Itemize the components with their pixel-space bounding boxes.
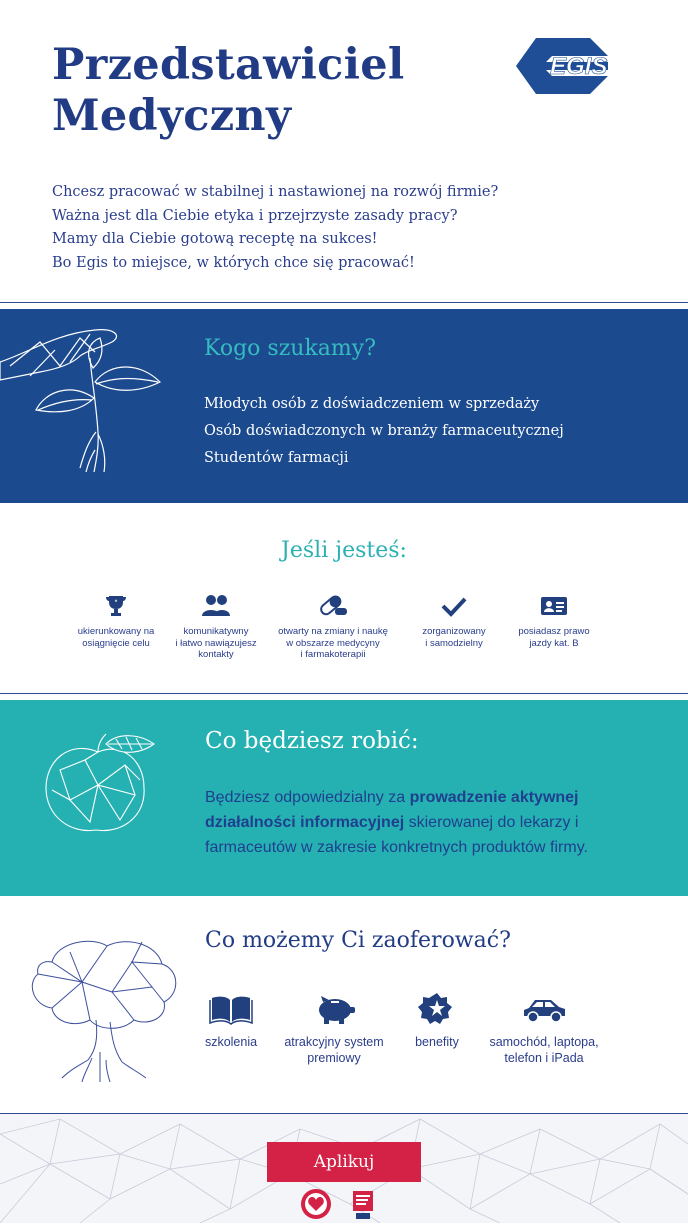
offer-label: samochód, laptopa, telefon i iPada	[489, 1035, 599, 1065]
if-you-are-title: Jeśli jesteś:	[281, 538, 407, 563]
hand-plant-icon	[0, 322, 180, 492]
what-you-will-do-title: Co będziesz robić:	[205, 728, 419, 754]
offer-label: szkolenia	[204, 1035, 258, 1049]
who-we-seek-title: Kogo szukamy?	[204, 336, 376, 361]
book-icon	[208, 992, 254, 1026]
egis-logo[interactable]	[512, 34, 634, 98]
offer-car-laptop-phone	[474, 992, 614, 1066]
logo-text: EGIS	[550, 53, 608, 80]
what-we-offer-title: Co możemy Ci zaoferować?	[205, 928, 511, 953]
title-line-1: Przedstawiciel	[52, 40, 405, 90]
trait-driving-license	[499, 592, 609, 649]
apple-icon	[40, 730, 165, 840]
great-place-to-work-badge[interactable]	[352, 1188, 374, 1222]
i-love-my-work-badge[interactable]	[300, 1188, 332, 1220]
intro-line: Ważna jest dla Ciebie etyka i przejrzyste zasady pracy?	[52, 207, 458, 224]
list-item: Młodych osób z doświadczeniem w sprzedaży	[204, 396, 540, 412]
divider	[0, 693, 688, 694]
trait-label: otwarty na zmiany i naukę w obszarze medycyny i farmakoterapii	[278, 626, 388, 660]
intro-line: Mamy dla Ciebie gotową receptę na sukces!	[52, 231, 378, 247]
page-title	[52, 40, 405, 142]
list-item: Osób doświadczonych w branży farmaceutycznej	[204, 423, 564, 439]
id-card-icon	[539, 592, 569, 620]
apply-button[interactable]: Aplikuj	[267, 1142, 421, 1182]
star-badge-icon	[414, 992, 460, 1026]
divider	[0, 1113, 688, 1114]
piggy-bank-icon	[311, 992, 357, 1026]
trait-goal-oriented	[61, 592, 171, 649]
trait-label: ukierunkowany na osiągnięcie celu	[77, 626, 155, 649]
people-icon	[201, 592, 231, 620]
intro-line: Bo Egis to miejsce, w których chce się pracować!	[52, 254, 415, 271]
trait-open-to-learning	[272, 592, 394, 661]
intro-text	[52, 181, 498, 275]
list-item: Studentów farmacji	[204, 450, 349, 466]
checkmark-icon	[439, 592, 469, 620]
trait-label: posiadasz prawo jazdy kat. B	[518, 626, 590, 649]
pill-icon	[318, 592, 348, 620]
trait-organized	[399, 592, 509, 649]
trait-label: komunikatywny i łatwo nawiązujesz kontakty	[175, 626, 257, 660]
car-icon	[521, 992, 567, 1026]
offer-label: benefity	[415, 1035, 459, 1049]
trait-label: zorganizowany i samodzielny	[422, 626, 486, 649]
intro-line: Chcesz pracować w stabilnej i nastawionej na rozwój firmie?	[52, 184, 499, 200]
trait-communicative	[161, 592, 271, 661]
who-we-seek-list	[204, 391, 564, 472]
offer-label: atrakcyjny system premiowy	[284, 1035, 384, 1065]
trophy-icon	[101, 592, 131, 620]
title-line-2: Medyczny	[52, 91, 292, 141]
divider	[0, 302, 688, 303]
what-you-will-do-text: Będziesz odpowiedzialny za prowadzenie aktywnej działalności informacyjnej skierowanej do lekarzy i farmaceutów w zakresie konkretnych produktów firmy.	[205, 789, 588, 856]
